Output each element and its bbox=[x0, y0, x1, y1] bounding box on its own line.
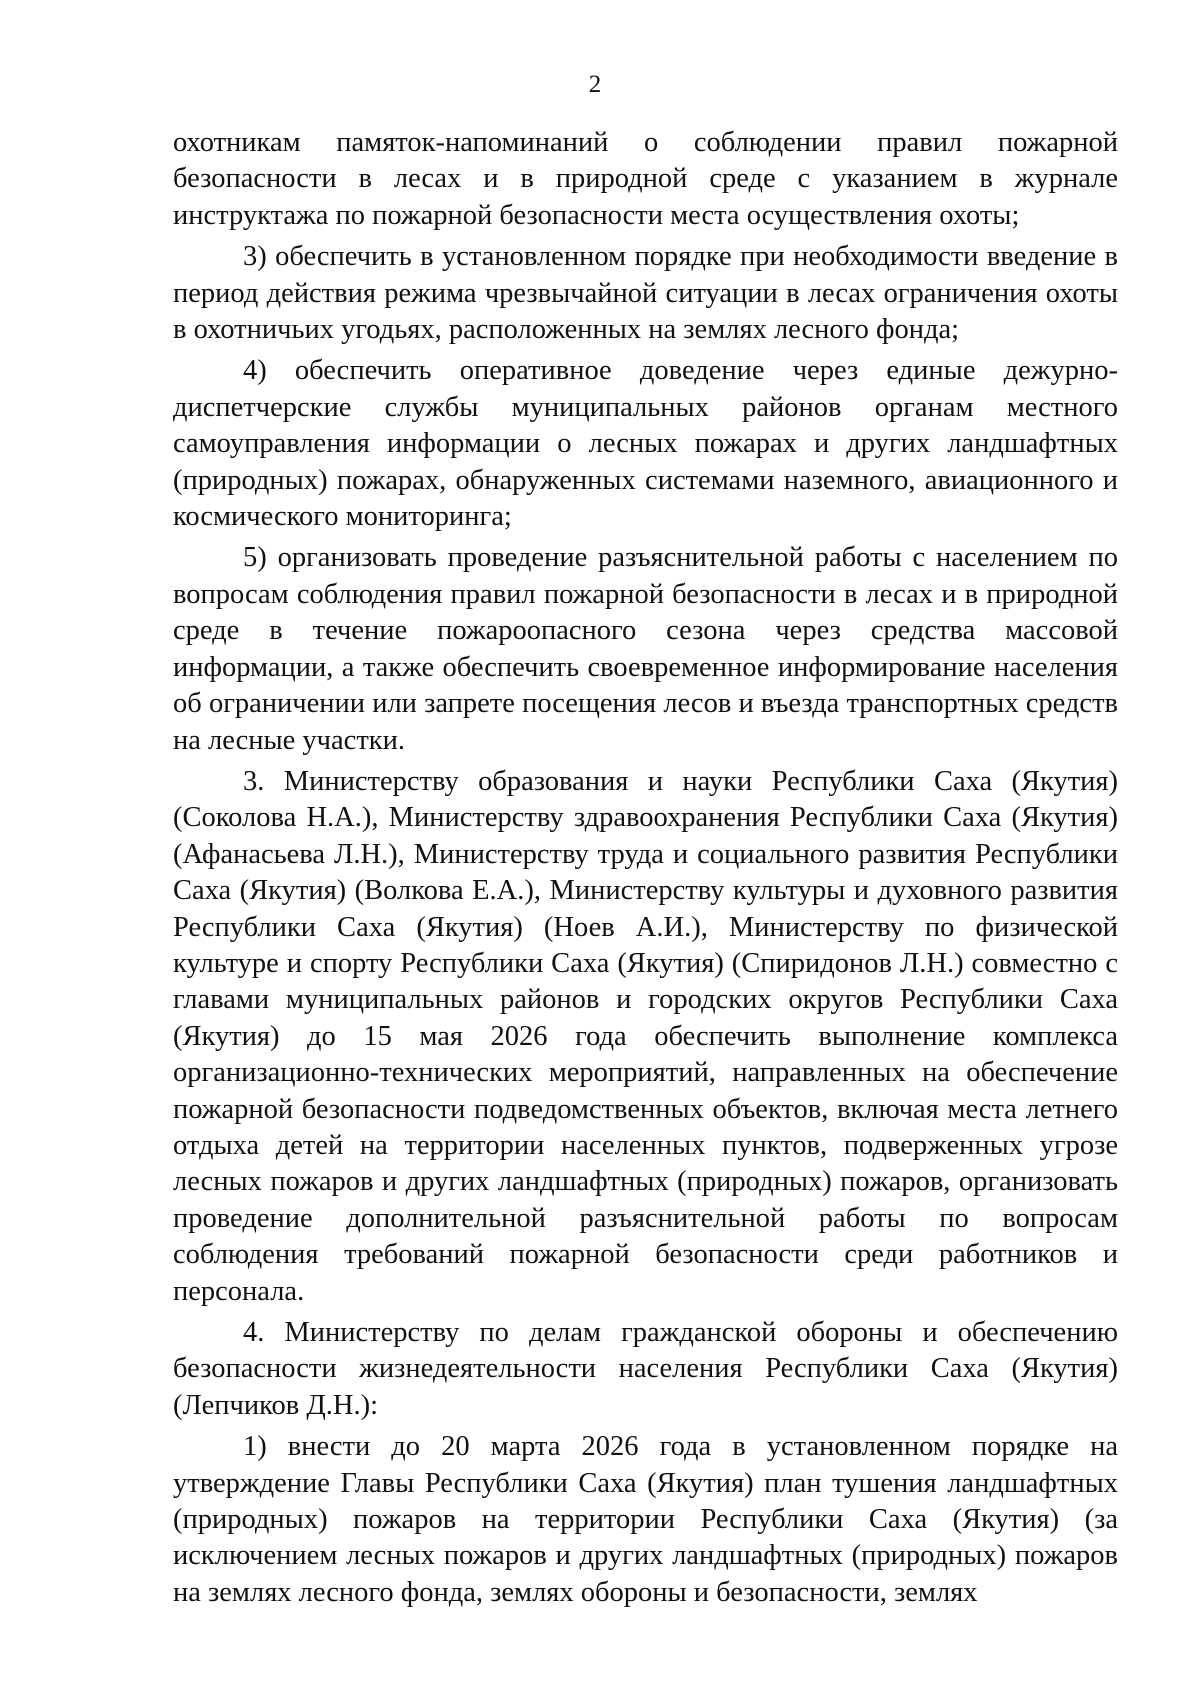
document-body bbox=[173, 125, 1118, 1611]
paragraph-item-4-1: 1) внести до 20 марта 2026 года в установленном порядке на утверждение Главы Республики Саха (Якутия) план тушения ландшафтных (природных) пожаров на территории Республики Саха (Якутия) (за исключением лесных пожаров и других ландшафтных (природных) пожаров на землях лесного фонда, землях обороны и безопасности, землях bbox=[173, 1431, 1118, 1608]
paragraph-item-2-4: 4) обеспечить оперативное доведение через единые дежурно-диспетчерские службы муниципальных районов органам местного самоуправления информации о лесных пожарах и других ландшафтных (природных) пожарах, обнаруженных системами наземного, авиационного и космического мониторинга; bbox=[173, 355, 1118, 533]
paragraph-item-2-3: 3) обеспечить в установленном порядке при необходимости введение в период действия режима чрезвычайной ситуации в лесах ограничения охоты в охотничьих угодьях, расположенных на землях лесного фонда; bbox=[173, 241, 1118, 346]
paragraph-continuation: охотникам памяток-напоминаний о соблюдении правил пожарной безопасности в лесах и в природной среде с указанием в журнале инструктажа по пожарной безопасности места осуществления охоты; bbox=[173, 127, 1118, 231]
paragraph-item-3: 3. Министерству образования и науки Республики Саха (Якутия) (Соколова Н.А.), Министерству здравоохранения Республики Саха (Якутия) (Афанасьева Л.Н.), Министерству труда и социального развития Республики Саха (Якутия) (Волкова Е.А.), Министерству культуры и духовного развития Республики Саха (Якутия) (Ноев А.И.), Министерству по физической культуре и спорту Республики Саха (Якутия) (Спиридонов Л.Н.) совместно с главами муниципальных районов и городских округов Республики Саха (Якутия) до 15 мая 2026 года обеспечить выполнение комплекса организационно-технических мероприятий, направленных на обеспечение пожарной безопасности подведомственных объектов, включая места летнего отдыха детей на территории населенных пунктов, подверженных угрозе лесных пожаров и других ландшафтных (природных) пожаров, организовать проведение дополнительной разъяснительной работы по вопросам соблюдения требований пожарной безопасности среди работников и персонала. bbox=[173, 765, 1118, 1307]
paragraph-item-2-5: 5) организовать проведение разъяснительной работы с населением по вопросам соблюдения правил пожарной безопасности в лесах и в природной среде в течение пожароопасного сезона через средства массовой информации, а также обеспечить своевременное информирование населения об ограничении или запрете посещения лесов и въезда транспортных средств на лесные участки. bbox=[173, 542, 1118, 756]
paragraph-item-4: 4. Министерству по делам гражданской обороны и обеспечению безопасности жизнедеятельности населения Республики Саха (Якутия) (Лепчиков Д.Н.): bbox=[173, 1317, 1118, 1421]
page-number: 2 bbox=[588, 71, 602, 98]
